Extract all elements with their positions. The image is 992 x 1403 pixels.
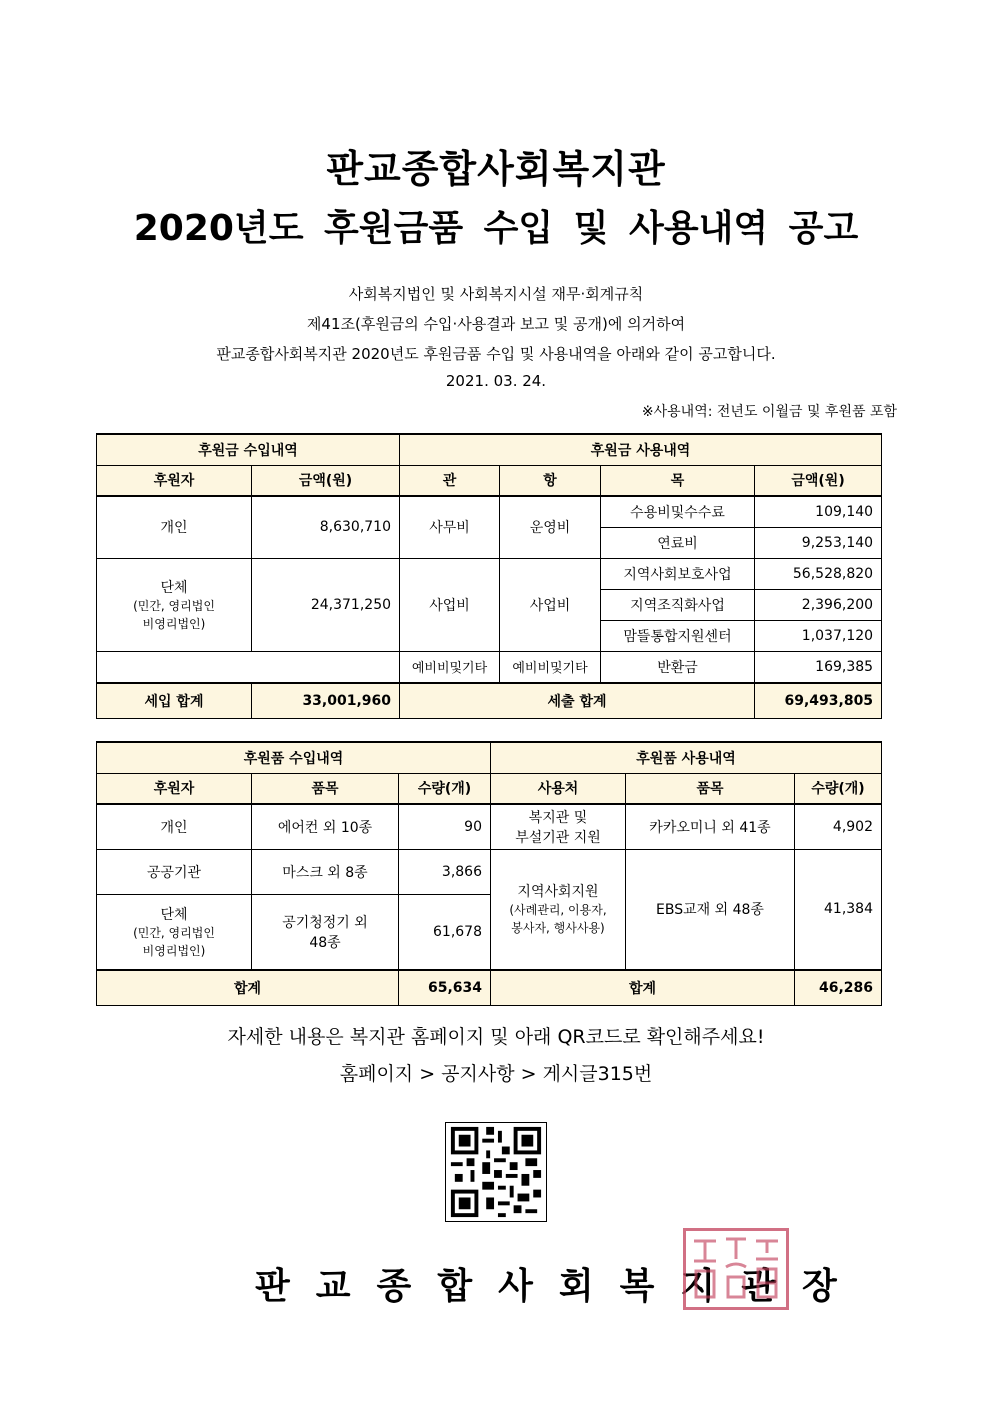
official-seal [683, 1228, 789, 1310]
donor-group [97, 558, 252, 651]
mok-amount: 109,140 [755, 496, 882, 527]
goods-qty-individual: 90 [399, 804, 491, 849]
mok-item: 수용비및수수료 [601, 496, 755, 527]
mok-item: 연료비 [601, 527, 755, 558]
header-amount: 금액(원) [252, 465, 400, 496]
goods-header-use-item: 품목 [626, 773, 795, 804]
goods-donor-public: 공공기관 [97, 849, 252, 894]
mok-amount: 169,385 [755, 651, 882, 683]
goods-income-title: 후원품 수입내역 [97, 742, 491, 773]
hang-program: 사업비 [500, 558, 601, 651]
income-total-label: 세입 합계 [97, 683, 252, 718]
goods-use-place-community [491, 849, 626, 970]
goods-income-total: 65,634 [399, 970, 491, 1005]
donation-money-table [96, 433, 882, 719]
mok-amount: 9,253,140 [755, 527, 882, 558]
mok-item: 지역사회보호사업 [601, 558, 755, 589]
intro-date: 2021. 03. 24. [445, 372, 547, 390]
mok-item: 반환금 [601, 651, 755, 683]
title-line1: 판교종합사회복지관 [326, 147, 666, 191]
header-gwan: 관 [400, 465, 500, 496]
use-place-line: 봉사자, 행사사용) [511, 921, 605, 936]
money-income-title: 후원금 수입내역 [97, 434, 400, 465]
goods-header-place: 사용처 [491, 773, 626, 804]
hang-reserve: 예비비및기타 [500, 651, 601, 683]
goods-donor-individual: 개인 [97, 804, 252, 849]
usage-total-label: 세출 합계 [400, 683, 755, 718]
usage-total: 69,493,805 [755, 683, 882, 718]
goods-use-qty-community: 41,384 [795, 849, 882, 970]
goods-use-place-center [491, 804, 626, 849]
goods-header-donor: 후원자 [97, 773, 252, 804]
donation-goods-table [96, 741, 882, 1006]
goods-use-qty-center: 4,902 [795, 804, 882, 849]
money-usage-title: 후원금 사용내역 [400, 434, 882, 465]
footer-path: 홈페이지 > 공지사항 > 게시글315번 [339, 1063, 653, 1085]
goods-item-public: 마스크 외 8종 [252, 849, 399, 894]
mok-amount: 2,396,200 [755, 589, 882, 620]
header-hang: 항 [500, 465, 601, 496]
signoff: 판교종합사회복지관장 [255, 1266, 863, 1307]
footer-info: 자세한 내용은 복지관 홈페이지 및 아래 QR코드로 확인해주세요! [227, 1026, 765, 1048]
goods-use-item-community: EBS교재 외 48종 [626, 849, 795, 970]
mok-item: 지역조직화사업 [601, 589, 755, 620]
goods-use-item-center: 카카오미니 외 41종 [626, 804, 795, 849]
gwan-program: 사업비 [400, 558, 500, 651]
empty-cell [97, 651, 400, 683]
goods-header-qty: 수량(개) [399, 773, 491, 804]
amount-group: 24,371,250 [252, 558, 400, 651]
amount-individual: 8,630,710 [252, 496, 400, 558]
use-place-line: (사례관리, 이용자, [509, 903, 607, 918]
goods-qty-public: 3,866 [399, 849, 491, 894]
donor-group-label: 단체 [160, 579, 188, 596]
mok-amount: 56,528,820 [755, 558, 882, 589]
header-usage-amount: 금액(원) [755, 465, 882, 496]
use-place-line: 지역사회지원 [517, 884, 599, 901]
goods-usage-total-label: 합계 [491, 970, 795, 1005]
title-line2: 2020년도 후원금품 수입 및 사용내역 공고 [133, 208, 859, 249]
goods-donor-group [97, 894, 252, 970]
goods-item-individual: 에어컨 외 10종 [252, 804, 399, 849]
goods-usage-title: 후원품 사용내역 [491, 742, 882, 773]
donor-group-note: 비영리법인) [142, 943, 206, 958]
qr-code-icon [446, 1123, 546, 1221]
use-place-line: 부설기관 지원 [515, 829, 601, 846]
goods-qty-group: 61,678 [399, 894, 491, 970]
use-place-line: 복지관 및 [528, 809, 588, 826]
donor-group-note: (민간, 영리법인 [133, 925, 215, 940]
usage-note: ※사용내역: 전년도 이월금 및 후원품 포함 [641, 404, 897, 420]
donor-group-note: 비영리법인) [142, 616, 206, 631]
hang-operation: 운영비 [500, 496, 601, 558]
official-seal-icon [686, 1231, 786, 1307]
goods-item-line: 공기청정기 외 [282, 914, 368, 931]
goods-header-item: 품목 [252, 773, 399, 804]
goods-usage-total: 46,286 [795, 970, 882, 1005]
goods-header-use-qty: 수량(개) [795, 773, 882, 804]
goods-item-group [252, 894, 399, 970]
header-donor: 후원자 [97, 465, 252, 496]
gwan-reserve: 예비비및기타 [400, 651, 500, 683]
donor-group-note: (민간, 영리법인 [133, 598, 215, 613]
qr-code[interactable] [445, 1122, 547, 1222]
gwan-office: 사무비 [400, 496, 500, 558]
header-mok: 목 [601, 465, 755, 496]
goods-item-line: 48종 [309, 934, 341, 951]
goods-income-total-label: 합계 [97, 970, 399, 1005]
income-total: 33,001,960 [252, 683, 400, 718]
donor-group-label: 단체 [160, 906, 188, 923]
donor-individual: 개인 [97, 496, 252, 558]
mok-item: 맘뜰통합지원센터 [601, 620, 755, 651]
mok-amount: 1,037,120 [755, 620, 882, 651]
intro-line1: 사회복지법인 및 사회복지시설 재무·회계규칙 [348, 285, 644, 303]
intro-line2: 제41조(후원금의 수입·사용결과 보고 및 공개)에 의거하여 [306, 315, 686, 333]
intro-line3: 판교종합사회복지관 2020년도 후원금품 수입 및 사용내역을 아래와 같이 공고합니다. [216, 345, 776, 363]
